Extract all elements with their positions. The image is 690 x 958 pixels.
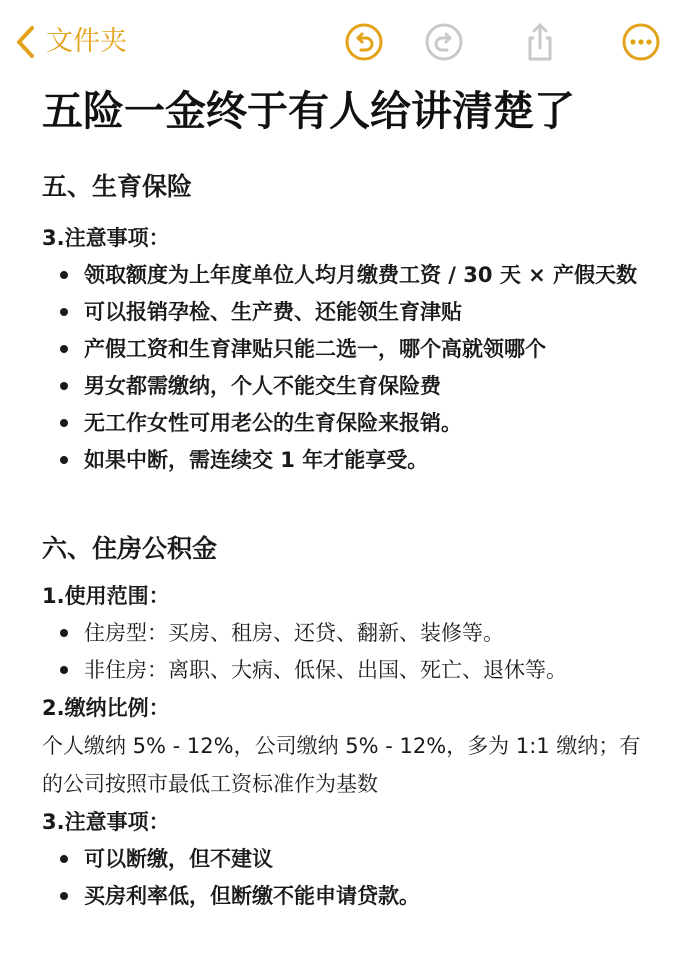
note-title: 五险一金终于有人给讲清楚了 xyxy=(42,87,575,135)
redo-icon xyxy=(424,22,464,62)
bullet xyxy=(60,456,68,464)
back-button[interactable] xyxy=(14,22,127,62)
list-item: 男女都需缴纳，个人不能交生育保险费 xyxy=(0,368,654,405)
bullet xyxy=(60,419,68,427)
undo-icon xyxy=(344,22,384,62)
redo-button[interactable] xyxy=(424,22,464,62)
list-item: 如果中断，需连续交 1 年才能享受。 xyxy=(0,442,654,479)
list-item: 住房型：买房、租房、还贷、翻新、装修等。 xyxy=(0,615,654,652)
housing-ratio-text: 个人缴纳 5% - 12%，公司缴纳 5% - 12%，多为 1:1 缴纳；有的公司按照市最低工资标准作为基数 xyxy=(42,734,641,796)
bullet xyxy=(60,855,68,863)
list-item: 领取额度为上年度单位人均月缴费工资 / 30 天 × 产假天数 xyxy=(0,257,654,294)
more-button[interactable] xyxy=(621,22,661,62)
share-button[interactable] xyxy=(520,22,560,62)
more-icon xyxy=(621,22,661,62)
list-item: 可以断缴，但不建议 xyxy=(0,841,654,878)
maternity-heading: 五、生育保险 xyxy=(42,172,193,201)
list-item: 可以报销孕检、生产费、还能领生育津贴 xyxy=(0,294,654,331)
housing-heading: 六、住房公积金 xyxy=(42,534,218,563)
housing-ratio-heading: 2.缴纳比例： xyxy=(42,696,170,720)
list-item: 买房利率低，但断缴不能申请贷款。 xyxy=(0,878,654,915)
maternity-notes-heading: 3.注意事项： xyxy=(42,226,170,250)
housing-usage-list xyxy=(0,615,690,689)
toolbar xyxy=(0,0,690,84)
bullet xyxy=(60,308,68,316)
share-icon xyxy=(520,22,560,62)
undo-button[interactable] xyxy=(344,22,384,62)
bullet xyxy=(60,629,68,637)
housing-usage-heading: 1.使用范围： xyxy=(42,584,170,608)
list-item: 无工作女性可用老公的生育保险来报销。 xyxy=(0,405,654,442)
list-item: 产假工资和生育津贴只能二选一，哪个高就领哪个 xyxy=(0,331,654,368)
chevron-left-icon xyxy=(14,25,36,59)
bullet xyxy=(60,271,68,279)
maternity-notes-list xyxy=(0,257,690,479)
back-label: 文件夹 xyxy=(46,26,127,57)
bullet xyxy=(60,892,68,900)
list-item: 非住房：离职、大病、低保、出国、死亡、退休等。 xyxy=(0,652,654,689)
bullet xyxy=(60,345,68,353)
housing-notes-heading: 3.注意事项： xyxy=(42,810,170,834)
bullet xyxy=(60,382,68,390)
bullet xyxy=(60,666,68,674)
housing-notes-list xyxy=(0,841,690,915)
